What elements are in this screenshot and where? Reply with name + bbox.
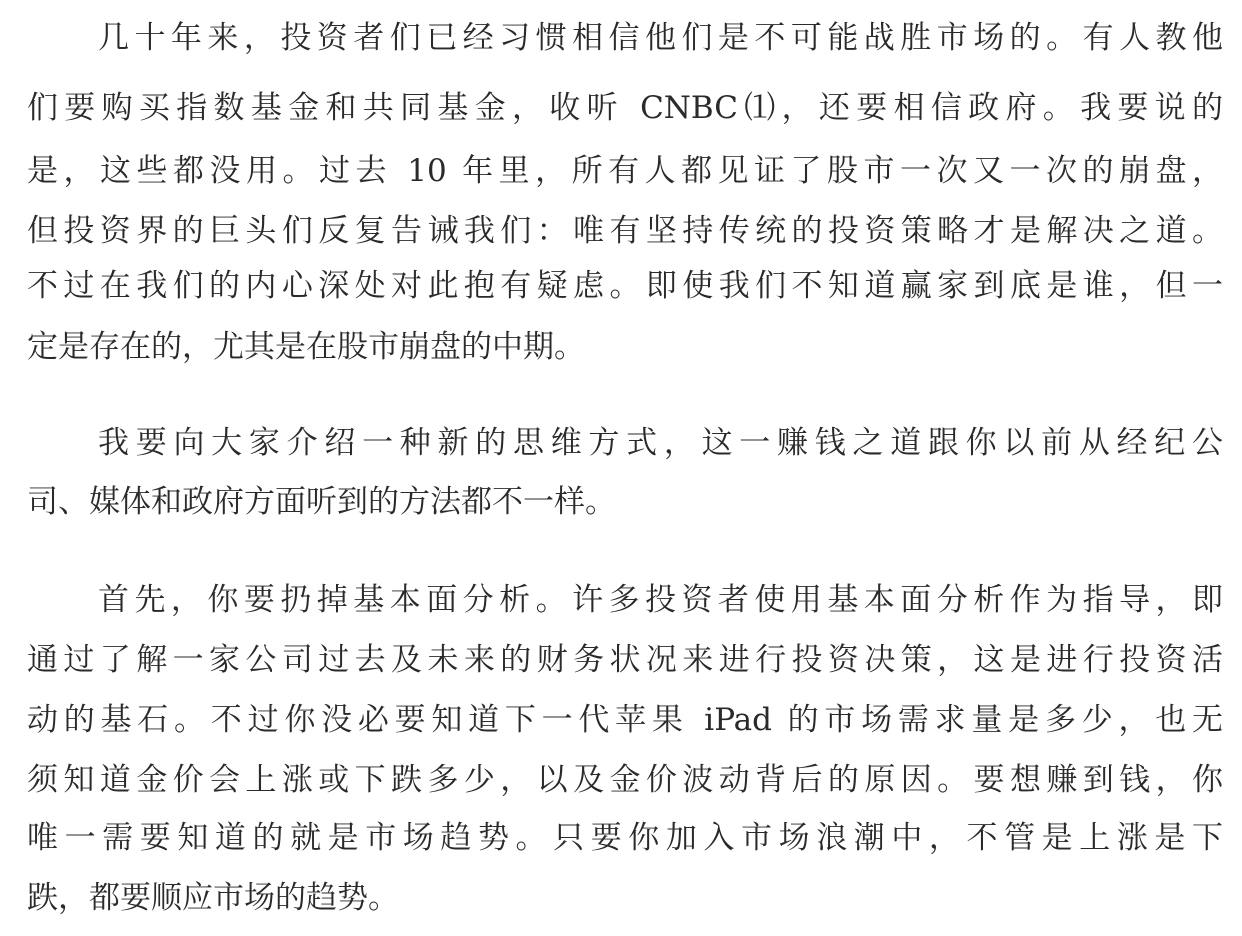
paragraph-3-line-4: 须知道金价会上涨或下跌多少，以及金价波动背后的原因。要想赚到钱，你 — [27, 762, 1223, 798]
paragraph-2-line-2: 司、媒体和政府方面听到的方法都不一样。 — [27, 484, 616, 520]
paragraph-1-line-4: 但投资界的巨头们反复告诫我们：唯有坚持传统的投资策略才是解决之道。 — [27, 213, 1223, 249]
paragraph-2-line-1: 我要向大家介绍一种新的思维方式，这一赚钱之道跟你以前从经纪公 — [98, 425, 1223, 461]
paragraph-1-line-5: 不过在我们的内心深处对此抱有疑虑。即使我们不知道赢家到底是谁，但一 — [27, 268, 1223, 304]
paragraph-1-line-3: 是，这些都没用。过去 10 年里，所有人都见证了股市一次又一次的崩盘， — [27, 153, 1223, 189]
paragraph-3-line-1: 首先，你要扔掉基本面分析。许多投资者使用基本面分析作为指导，即 — [98, 582, 1223, 618]
paragraph-3-line-2: 通过了解一家公司过去及未来的财务状况来进行投资决策，这是进行投资活 — [27, 642, 1223, 678]
paragraph-1-line-2: 们要购买指数基金和共同基金，收听 CNBC⑴，还要相信政府。我要说的 — [27, 90, 1223, 126]
paragraph-1-line-6: 定是存在的，尤其是在股市崩盘的中期。 — [27, 329, 585, 365]
paragraph-3-line-5: 唯一需要知道的就是市场趋势。只要你加入市场浪潮中，不管是上涨是下 — [27, 820, 1223, 856]
paragraph-3-line-3: 动的基石。不过你没必要知道下一代苹果 iPad 的市场需求量是多少，也无 — [27, 702, 1223, 738]
paragraph-1-line-1: 几十年来，投资者们已经习惯相信他们是不可能战胜市场的。有人教他 — [98, 20, 1223, 56]
paragraph-3-line-6: 跌，都要顺应市场的趋势。 — [27, 880, 399, 916]
